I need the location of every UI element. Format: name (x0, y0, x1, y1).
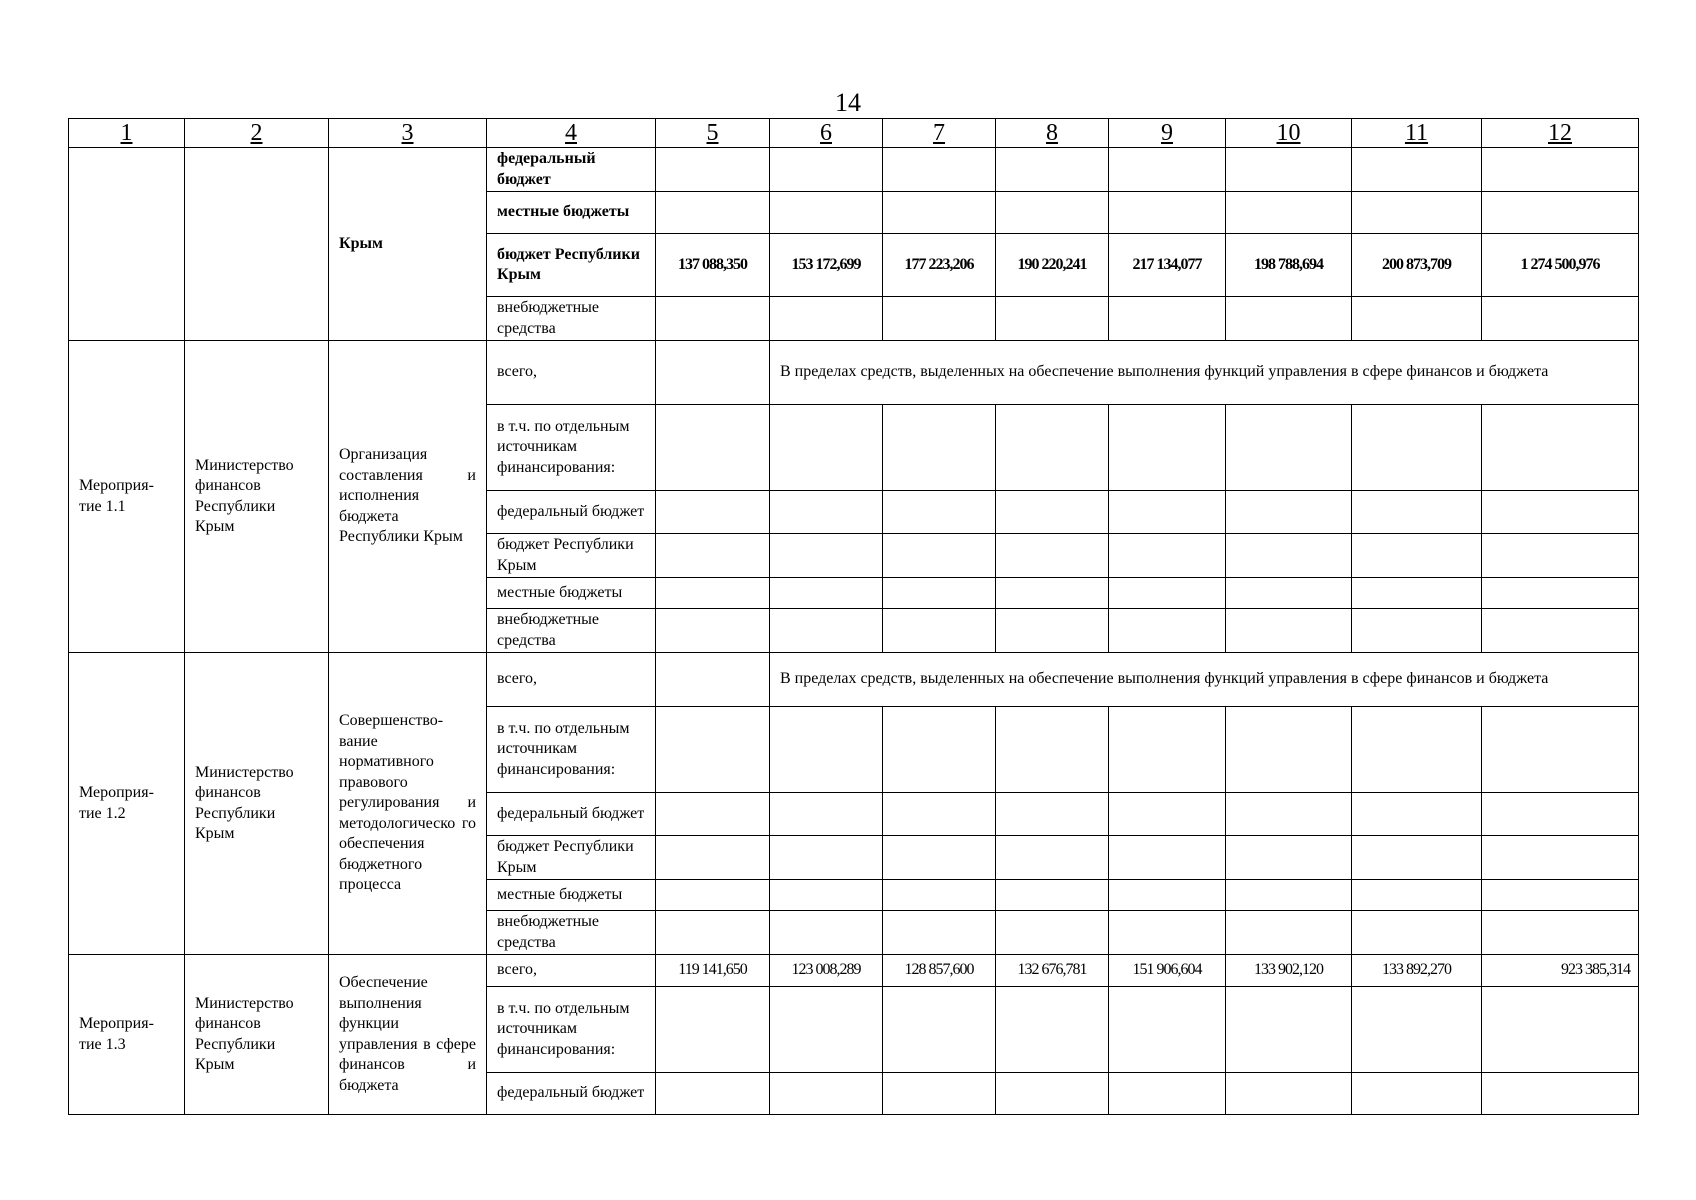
table-row (69, 653, 1639, 707)
value-cell: 133 892,270 (1352, 955, 1482, 987)
value-cell: 151 906,604 (1109, 955, 1226, 987)
measure-name-cell: Обеспечение выполнения функции управления в сфере финансов и бюджета (329, 955, 487, 1115)
source-cell: всего, (487, 955, 656, 987)
column-number: 1 (69, 119, 185, 148)
value-cell: 137 088,350 (656, 234, 770, 297)
value-cell: 119 141,650 (656, 955, 770, 987)
source-cell: бюджет Республики Крым (487, 234, 656, 297)
funding-note-cell: В пределах средств, выделенных на обеспечение выполнения функций управления в сфере финансов и бюджета (770, 341, 1639, 405)
source-cell: в т.ч. по отдельным источникам финансирования: (487, 707, 656, 793)
measure-id-cell: Мероприя-тие 1.2 (69, 653, 185, 955)
executor-cell: Министерство финансов Республики Крым (185, 653, 329, 955)
source-cell: бюджет Республики Крым (487, 534, 656, 578)
executor-cell: Министерство финансов Республики Крым (185, 341, 329, 653)
value-cell: 1 274 500,976 (1482, 234, 1639, 297)
source-cell: в т.ч. по отдельным источникам финансирования: (487, 987, 656, 1073)
column-number: 10 (1226, 119, 1352, 148)
funding-note-cell: В пределах средств, выделенных на обеспечение выполнения функций управления в сфере финансов и бюджета (770, 653, 1639, 707)
value-cell: 198 788,694 (1226, 234, 1352, 297)
column-number: 4 (487, 119, 656, 148)
column-number: 12 (1482, 119, 1639, 148)
program-name-cell: Крым (329, 148, 487, 341)
value-cell: 153 172,699 (770, 234, 883, 297)
cell-empty (185, 148, 329, 341)
source-cell: внебюджетные средства (487, 609, 656, 653)
value-cell: 200 873,709 (1352, 234, 1482, 297)
column-number: 3 (329, 119, 487, 148)
value-cell: 128 857,600 (883, 955, 996, 987)
source-cell: федеральный бюджет (487, 491, 656, 534)
source-cell: местные бюджеты (487, 578, 656, 609)
source-cell: федеральный бюджет (487, 1073, 656, 1115)
source-cell: всего, (487, 341, 656, 405)
table-row (69, 148, 1639, 192)
value-cell: 133 902,120 (1226, 955, 1352, 987)
column-number: 7 (883, 119, 996, 148)
value-cell: 177 223,206 (883, 234, 996, 297)
column-number: 5 (656, 119, 770, 148)
financing-table (68, 118, 1639, 1115)
table-row (69, 955, 1639, 987)
source-cell: внебюджетные средства (487, 297, 656, 341)
source-cell: федеральный бюджет (487, 793, 656, 836)
column-number: 9 (1109, 119, 1226, 148)
source-cell: местные бюджеты (487, 192, 656, 234)
value-cell: 190 220,241 (996, 234, 1109, 297)
source-cell: внебюджетные средства (487, 911, 656, 955)
measure-name-cell: Совершенство-вание нормативного правового регулирования и методологическо го обеспечения бюджетного процесса (329, 653, 487, 955)
value-cell: 923 385,314 (1482, 955, 1639, 987)
source-cell: в т.ч. по отдельным источникам финансирования: (487, 405, 656, 491)
measure-id-cell: Мероприя-тие 1.1 (69, 341, 185, 653)
measure-name-cell: Организация составления и исполнения бюджета Республики Крым (329, 341, 487, 653)
value-cell: 132 676,781 (996, 955, 1109, 987)
measure-id-cell: Мероприя-тие 1.3 (69, 955, 185, 1115)
cell-empty (69, 148, 185, 341)
source-cell: бюджет Республики Крым (487, 836, 656, 880)
column-number-row (69, 119, 1639, 148)
source-cell: всего, (487, 653, 656, 707)
column-number: 6 (770, 119, 883, 148)
value-cell: 123 008,289 (770, 955, 883, 987)
table-row (69, 341, 1639, 405)
executor-cell: Министерство финансов Республики Крым (185, 955, 329, 1115)
page-number: 14 (835, 88, 861, 117)
column-number: 2 (185, 119, 329, 148)
column-number: 11 (1352, 119, 1482, 148)
source-cell: федеральный бюджет (487, 148, 656, 192)
source-cell: местные бюджеты (487, 880, 656, 911)
column-number: 8 (996, 119, 1109, 148)
value-cell: 217 134,077 (1109, 234, 1226, 297)
